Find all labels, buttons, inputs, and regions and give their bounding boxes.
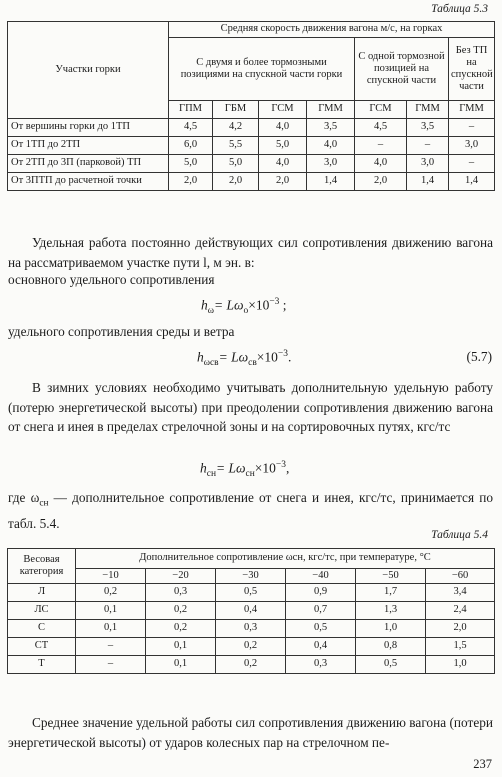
group-header-single: С одной тормозной позицией на спускной части <box>355 38 449 101</box>
table-cell: – <box>449 119 495 137</box>
table-cell: 1,7 <box>356 584 426 602</box>
table-cell: 4,0 <box>259 155 307 173</box>
temp-header: −20 <box>146 569 216 584</box>
col-header: ГММ <box>307 101 355 119</box>
table-row <box>8 173 495 191</box>
col-header: ГПМ <box>169 101 213 119</box>
table-row <box>8 137 495 155</box>
table-cell: 3,0 <box>407 155 449 173</box>
table-cell: 1,3 <box>356 602 426 620</box>
col-header: ГММ <box>407 101 449 119</box>
table-5-3 <box>7 21 495 191</box>
row-label: Т <box>8 656 76 674</box>
table-cell: 1,0 <box>356 620 426 638</box>
group-header-none: Без ТП на спускной части <box>449 38 495 101</box>
table-cell: 0,1 <box>146 638 216 656</box>
group-header-multi: С двумя и более тормозными позициями на спускной части горки <box>169 38 355 101</box>
row-label: От 1ТП до 2ТП <box>8 137 169 155</box>
paragraph-winter: В зимних условиях необходимо учитывать дополнительную удельную работу (потерю энергетической высоты) при преодолении сопротивления движению вагона от снега и инея в пределах стрелочной зоны и на сортировочных путях, кгс/тс <box>8 380 493 434</box>
table-cell: 0,1 <box>76 620 146 638</box>
paragraph-work-intro: Удельная работа постоянно действующих сил сопротивления движению вагона на рассматриваемом участке пути l, м эн. в: <box>8 235 493 270</box>
table-cell: 5,0 <box>169 155 213 173</box>
temp-header: −30 <box>216 569 286 584</box>
speed-header: Средняя скорость движения вагона м/с, на горках <box>169 22 495 38</box>
formula-env: $h_{\omega св}= L\omega_{св}\times 10^{-3}$. <box>197 349 292 369</box>
table-cell: 4,0 <box>355 155 407 173</box>
snow-resistance-header: Дополнительное сопротивление ωсн, кгс/тс, при температуре, °С <box>76 549 495 569</box>
col-header: ГБМ <box>213 101 259 119</box>
table-cell: 4,5 <box>355 119 407 137</box>
row-label: От 3ПТП до расчетной точки <box>8 173 169 191</box>
page-number: 237 <box>473 757 492 771</box>
table-5-4 <box>7 548 495 674</box>
table-cell: 2,0 <box>355 173 407 191</box>
table-cell: 0,2 <box>216 638 286 656</box>
table-cell: 0,2 <box>76 584 146 602</box>
table-cell: 0,1 <box>76 602 146 620</box>
temp-header: −40 <box>286 569 356 584</box>
table-cell: 0,5 <box>286 620 356 638</box>
table-5-4-caption: Таблица 5.4 <box>431 529 488 541</box>
table-cell: 0,4 <box>216 602 286 620</box>
paragraph-impact: Среднее значение удельной работы сил сопротивления движению вагона (потери энергетической высоты) от ударов колесных пар на стрелочном пе- <box>8 715 493 750</box>
row-label: С <box>8 620 76 638</box>
row-label: СТ <box>8 638 76 656</box>
table-cell: 0,8 <box>356 638 426 656</box>
table-cell: 0,5 <box>356 656 426 674</box>
table-cell: 4,0 <box>259 119 307 137</box>
table-cell: 1,4 <box>449 173 495 191</box>
table-cell: 2,0 <box>213 173 259 191</box>
stub-header: Весовая категория <box>8 549 76 584</box>
table-cell: – <box>76 638 146 656</box>
table-cell: 3,5 <box>307 119 355 137</box>
table-cell: 1,4 <box>407 173 449 191</box>
table-cell: 3,5 <box>407 119 449 137</box>
formula-snow: $h_{сн}= L\omega_{сн}\times 10^{-3}$, <box>200 460 290 480</box>
table-cell: – <box>355 137 407 155</box>
table-row <box>8 155 495 173</box>
table-cell: 0,2 <box>146 602 216 620</box>
table-cell: 4,2 <box>213 119 259 137</box>
equation-number: (5.7) <box>466 349 492 364</box>
table-cell: 5,0 <box>259 137 307 155</box>
table-cell: 4,5 <box>169 119 213 137</box>
table-cell: – <box>407 137 449 155</box>
table-row <box>8 656 495 674</box>
stub-header: Участки горки <box>8 22 169 119</box>
table-cell: 0,2 <box>216 656 286 674</box>
table-cell: 2,0 <box>169 173 213 191</box>
col-header: ГММ <box>449 101 495 119</box>
table-cell: 4,0 <box>307 137 355 155</box>
table-cell: 0,3 <box>216 620 286 638</box>
paragraph-where: где $\omega_{сн}$ — дополнительное сопротивление от снега и инея, кгс/тс, принимается по табл. 5.4. <box>8 490 494 532</box>
table-cell: 5,5 <box>213 137 259 155</box>
table-row <box>8 584 495 602</box>
table-cell: 3,0 <box>307 155 355 173</box>
table-row <box>8 638 495 656</box>
table-cell: 2,0 <box>259 173 307 191</box>
table-cell: 0,9 <box>286 584 356 602</box>
row-label: От вершины горки до 1ТП <box>8 119 169 137</box>
table-cell: 6,0 <box>169 137 213 155</box>
table-row <box>8 119 495 137</box>
temp-header: −10 <box>76 569 146 584</box>
table-cell: 0,3 <box>146 584 216 602</box>
table-cell: – <box>76 656 146 674</box>
formula-main: $h_\omega= L\omega_о\times 10^{-3}$ ; <box>201 297 287 317</box>
table-cell: 0,5 <box>216 584 286 602</box>
line-main-resistance: основного удельного сопротивления <box>8 272 215 287</box>
table-cell: 0,3 <box>286 656 356 674</box>
table-cell: 2,0 <box>426 620 495 638</box>
row-label: Л <box>8 584 76 602</box>
table-cell: 0,7 <box>286 602 356 620</box>
row-label: От 2ТП до 3П (парковой) ТП <box>8 155 169 173</box>
table-cell: 5,0 <box>213 155 259 173</box>
table-cell: 1,0 <box>426 656 495 674</box>
table-row <box>8 620 495 638</box>
table-cell: 0,2 <box>146 620 216 638</box>
table-cell: 3,0 <box>449 137 495 155</box>
col-header: ГСМ <box>259 101 307 119</box>
col-header: ГСМ <box>355 101 407 119</box>
line-env-resistance: удельного сопротивления среды и ветра <box>8 324 235 339</box>
table-cell: 0,1 <box>146 656 216 674</box>
temp-header: −50 <box>356 569 426 584</box>
table-cell: 1,5 <box>426 638 495 656</box>
table-cell: 0,4 <box>286 638 356 656</box>
table-cell: – <box>449 155 495 173</box>
table-cell: 1,4 <box>307 173 355 191</box>
temp-header: −60 <box>426 569 495 584</box>
row-label: ЛС <box>8 602 76 620</box>
table-cell: 3,4 <box>426 584 495 602</box>
table-row <box>8 602 495 620</box>
table-cell: 2,4 <box>426 602 495 620</box>
table-5-3-caption: Таблица 5.3 <box>431 3 488 15</box>
